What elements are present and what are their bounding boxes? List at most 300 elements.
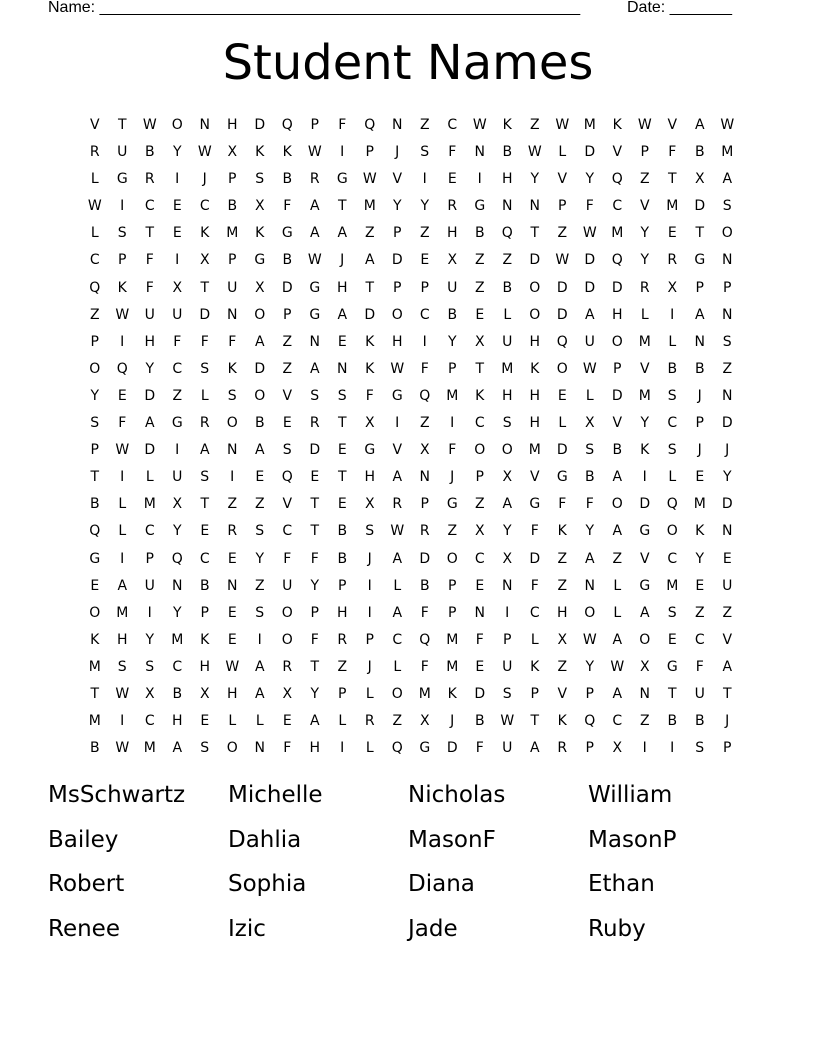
grid-letter: H bbox=[171, 713, 183, 730]
grid-letter: F bbox=[283, 740, 292, 757]
grid-letter: Z bbox=[474, 252, 485, 269]
grid-letter: D bbox=[199, 306, 211, 323]
grid-letter: P bbox=[723, 740, 732, 757]
grid-row bbox=[81, 275, 741, 302]
grid-letter: G bbox=[419, 740, 431, 757]
grid-letter: G bbox=[254, 252, 266, 269]
grid-letter: N bbox=[309, 333, 320, 350]
grid-letter: M bbox=[446, 631, 459, 648]
grid-letter: P bbox=[228, 171, 237, 188]
grid-letter: B bbox=[254, 415, 265, 432]
grid-letter: S bbox=[722, 198, 732, 215]
grid-letter: L bbox=[530, 631, 539, 648]
grid-letter: L bbox=[90, 171, 99, 188]
grid-letter: U bbox=[502, 740, 513, 757]
grid-letter: I bbox=[450, 415, 455, 432]
grid-letter: G bbox=[89, 550, 101, 567]
grid-letter: O bbox=[254, 387, 266, 404]
grid-letter: Z bbox=[282, 333, 293, 350]
grid-letter: U bbox=[502, 333, 513, 350]
grid-letter: Q bbox=[89, 523, 101, 540]
grid-row bbox=[81, 546, 741, 573]
grid-row bbox=[81, 437, 741, 464]
grid-letter: O bbox=[391, 306, 403, 323]
grid-letter: I bbox=[367, 604, 372, 621]
grid-letter: V bbox=[282, 387, 293, 404]
grid-letter: M bbox=[638, 333, 651, 350]
grid-letter: P bbox=[393, 279, 402, 296]
grid-letter: N bbox=[584, 577, 595, 594]
grid-letter: I bbox=[230, 469, 235, 486]
grid-letter: B bbox=[474, 713, 485, 730]
grid-letter: X bbox=[227, 144, 238, 161]
grid-letter: Y bbox=[585, 523, 595, 540]
grid-letter: B bbox=[199, 577, 210, 594]
grid-letter: W bbox=[197, 144, 212, 161]
grid-letter: Y bbox=[640, 415, 650, 432]
grid-letter: J bbox=[450, 713, 455, 730]
grid-letter: F bbox=[200, 333, 209, 350]
grid-letter: Y bbox=[420, 198, 430, 215]
grid-row bbox=[81, 654, 741, 681]
grid-letter: K bbox=[90, 631, 100, 648]
grid-letter: K bbox=[695, 523, 705, 540]
grid-letter: R bbox=[337, 631, 348, 648]
name-field-label: Name: ______________________________________________________ bbox=[48, 0, 581, 16]
grid-letter: P bbox=[228, 252, 237, 269]
grid-letter: Y bbox=[145, 631, 155, 648]
grid-letter: X bbox=[199, 252, 210, 269]
grid-letter: I bbox=[120, 713, 125, 730]
grid-letter: A bbox=[722, 658, 733, 675]
grid-letter: Z bbox=[722, 360, 733, 377]
grid-letter: B bbox=[474, 225, 485, 242]
grid-letter: D bbox=[584, 279, 596, 296]
grid-letter: A bbox=[392, 469, 403, 486]
grid-letter: X bbox=[364, 415, 375, 432]
grid-letter: M bbox=[501, 360, 514, 377]
grid-row bbox=[81, 600, 741, 627]
grid-letter: H bbox=[529, 415, 541, 432]
grid-letter: S bbox=[695, 740, 705, 757]
word-bank-item: Izic bbox=[228, 915, 266, 942]
grid-letter: J bbox=[340, 252, 345, 269]
grid-letter: J bbox=[697, 387, 702, 404]
grid-letter: Z bbox=[392, 713, 403, 730]
grid-letter: M bbox=[446, 387, 459, 404]
grid-letter: I bbox=[395, 415, 400, 432]
grid-row bbox=[81, 491, 741, 518]
grid-letter: I bbox=[120, 469, 125, 486]
grid-letter: E bbox=[695, 469, 705, 486]
grid-letter: H bbox=[556, 604, 568, 621]
grid-letter: C bbox=[199, 550, 210, 567]
grid-letter: I bbox=[422, 171, 427, 188]
grid-letter: C bbox=[172, 360, 183, 377]
grid-letter: E bbox=[172, 198, 182, 215]
grid-letter: A bbox=[694, 117, 705, 133]
grid-letter: O bbox=[584, 604, 596, 621]
grid-letter: Y bbox=[640, 225, 650, 242]
grid-letter: H bbox=[529, 387, 541, 404]
grid-letter: P bbox=[640, 144, 649, 161]
grid-letter: I bbox=[175, 252, 180, 269]
grid-letter: X bbox=[172, 279, 183, 296]
grid-letter: D bbox=[556, 442, 568, 459]
grid-letter: M bbox=[721, 144, 734, 161]
grid-letter: K bbox=[447, 685, 457, 702]
grid-letter: F bbox=[558, 496, 567, 513]
grid-letter: F bbox=[585, 198, 594, 215]
grid-letter: A bbox=[337, 306, 348, 323]
grid-letter: S bbox=[200, 740, 210, 757]
grid-letter: V bbox=[639, 550, 650, 567]
grid-letter: A bbox=[309, 713, 320, 730]
grid-letter: X bbox=[144, 685, 155, 702]
grid-letter: M bbox=[88, 713, 101, 730]
grid-letter: S bbox=[502, 685, 512, 702]
grid-letter: D bbox=[611, 387, 623, 404]
grid-letter: T bbox=[200, 496, 210, 513]
grid-letter: D bbox=[446, 740, 458, 757]
grid-letter: F bbox=[530, 523, 539, 540]
grid-letter: R bbox=[227, 523, 238, 540]
word-bank-item: Renee bbox=[48, 915, 120, 942]
grid-letter: T bbox=[145, 225, 155, 242]
grid-letter: C bbox=[419, 306, 430, 323]
grid-letter: J bbox=[697, 442, 702, 459]
grid-letter: X bbox=[254, 198, 265, 215]
grid-letter: E bbox=[667, 631, 677, 648]
grid-letter: V bbox=[612, 144, 623, 161]
grid-letter: X bbox=[199, 685, 210, 702]
grid-letter: P bbox=[393, 225, 402, 242]
grid-letter: D bbox=[144, 387, 156, 404]
grid-row bbox=[81, 247, 741, 274]
grid-letter: H bbox=[501, 387, 513, 404]
grid-letter: X bbox=[254, 279, 265, 296]
grid-letter: D bbox=[144, 442, 156, 459]
grid-letter: F bbox=[173, 333, 182, 350]
grid-letter: Y bbox=[585, 658, 595, 675]
grid-letter: E bbox=[420, 252, 430, 269]
grid-letter: A bbox=[309, 360, 320, 377]
grid-letter: D bbox=[584, 252, 596, 269]
grid-letter: U bbox=[282, 577, 293, 594]
grid-letter: J bbox=[725, 442, 730, 459]
grid-letter: T bbox=[337, 415, 347, 432]
grid-letter: D bbox=[254, 360, 266, 377]
grid-letter: R bbox=[282, 658, 293, 675]
grid-letter: N bbox=[227, 306, 238, 323]
grid-letter: N bbox=[199, 117, 210, 133]
grid-letter: Z bbox=[254, 496, 265, 513]
grid-letter: B bbox=[89, 496, 100, 513]
grid-letter: B bbox=[419, 577, 430, 594]
grid-letter: X bbox=[502, 550, 513, 567]
grid-letter: M bbox=[528, 442, 541, 459]
grid-letter: I bbox=[422, 333, 427, 350]
grid-letter: F bbox=[338, 117, 347, 133]
word-bank-row bbox=[48, 911, 768, 956]
grid-letter: F bbox=[310, 550, 319, 567]
grid-letter: I bbox=[257, 631, 262, 648]
grid-letter: P bbox=[475, 469, 484, 486]
grid-letter: A bbox=[612, 631, 623, 648]
grid-letter: F bbox=[448, 442, 457, 459]
grid-letter: P bbox=[420, 279, 429, 296]
grid-letter: W bbox=[582, 225, 597, 242]
grid-letter: L bbox=[393, 577, 402, 594]
grid-letter: F bbox=[420, 604, 429, 621]
grid-letter: U bbox=[172, 306, 183, 323]
grid-letter: C bbox=[447, 117, 458, 133]
grid-letter: Z bbox=[557, 225, 568, 242]
word-bank-row bbox=[48, 777, 768, 822]
grid-letter: W bbox=[87, 198, 102, 215]
grid-letter: S bbox=[117, 658, 127, 675]
grid-letter: G bbox=[446, 496, 458, 513]
grid-letter: M bbox=[116, 604, 129, 621]
grid-letter: A bbox=[392, 550, 403, 567]
grid-letter: K bbox=[530, 658, 540, 675]
grid-letter: W bbox=[390, 523, 405, 540]
grid-letter: G bbox=[364, 442, 376, 459]
grid-letter: A bbox=[254, 442, 265, 459]
grid-letter: B bbox=[694, 713, 705, 730]
grid-letter: L bbox=[118, 496, 127, 513]
grid-letter: W bbox=[555, 117, 570, 133]
grid-letter: T bbox=[117, 117, 127, 133]
grid-letter: C bbox=[172, 658, 183, 675]
grid-letter: T bbox=[90, 469, 100, 486]
grid-letter: U bbox=[117, 144, 128, 161]
grid-letter: I bbox=[642, 740, 647, 757]
grid-letter: K bbox=[530, 360, 540, 377]
grid-letter: P bbox=[723, 279, 732, 296]
grid-letter: M bbox=[446, 658, 459, 675]
grid-letter: S bbox=[200, 469, 210, 486]
grid-letter: B bbox=[694, 360, 705, 377]
grid-letter: P bbox=[695, 415, 704, 432]
grid-letter: Y bbox=[145, 360, 155, 377]
grid-letter: I bbox=[642, 469, 647, 486]
grid-letter: R bbox=[309, 415, 320, 432]
grid-letter: X bbox=[474, 333, 485, 350]
grid-letter: S bbox=[365, 523, 375, 540]
grid-letter: A bbox=[254, 658, 265, 675]
grid-letter: M bbox=[88, 658, 101, 675]
grid-letter: Z bbox=[557, 658, 568, 675]
grid-letter: F bbox=[283, 198, 292, 215]
grid-letter: P bbox=[530, 685, 539, 702]
grid-letter: Z bbox=[419, 117, 430, 133]
grid-letter: R bbox=[667, 252, 678, 269]
grid-letter: D bbox=[309, 442, 321, 459]
grid-letter: C bbox=[392, 631, 403, 648]
grid-letter: N bbox=[502, 577, 513, 594]
letter-grid bbox=[81, 112, 741, 762]
grid-letter: W bbox=[225, 658, 240, 675]
grid-letter: J bbox=[202, 171, 207, 188]
grid-letter: R bbox=[392, 496, 403, 513]
grid-letter: X bbox=[364, 496, 375, 513]
grid-letter: I bbox=[175, 442, 180, 459]
grid-letter: E bbox=[337, 333, 347, 350]
grid-letter: C bbox=[474, 415, 485, 432]
grid-letter: D bbox=[556, 279, 568, 296]
grid-letter: W bbox=[362, 171, 377, 188]
grid-letter: N bbox=[529, 198, 540, 215]
grid-letter: O bbox=[611, 333, 623, 350]
grid-letter: Y bbox=[310, 577, 320, 594]
grid-letter: P bbox=[365, 144, 374, 161]
grid-letter: P bbox=[448, 604, 457, 621]
grid-row bbox=[81, 112, 741, 139]
grid-letter: Q bbox=[89, 279, 101, 296]
grid-letter: D bbox=[529, 252, 541, 269]
grid-letter: Y bbox=[90, 387, 100, 404]
grid-letter: G bbox=[694, 252, 706, 269]
grid-letter: W bbox=[720, 117, 735, 133]
grid-letter: E bbox=[310, 469, 320, 486]
grid-letter: D bbox=[694, 198, 706, 215]
grid-letter: P bbox=[200, 604, 209, 621]
grid-letter: Q bbox=[391, 740, 403, 757]
word-bank-item: Diana bbox=[408, 871, 475, 897]
grid-letter: G bbox=[336, 171, 348, 188]
grid-letter: E bbox=[282, 415, 292, 432]
grid-letter: S bbox=[667, 442, 677, 459]
grid-letter: B bbox=[227, 198, 238, 215]
grid-letter: M bbox=[143, 496, 156, 513]
grid-letter: W bbox=[500, 713, 515, 730]
grid-letter: E bbox=[475, 306, 485, 323]
grid-letter: Q bbox=[419, 631, 431, 648]
grid-letter: R bbox=[639, 279, 650, 296]
grid-letter: E bbox=[172, 225, 182, 242]
grid-letter: Q bbox=[666, 496, 678, 513]
grid-row bbox=[81, 329, 741, 356]
grid-letter: S bbox=[722, 333, 732, 350]
grid-letter: T bbox=[310, 523, 320, 540]
grid-letter: P bbox=[310, 604, 319, 621]
grid-letter: Z bbox=[419, 415, 430, 432]
grid-letter: D bbox=[364, 306, 376, 323]
grid-letter: Z bbox=[227, 496, 238, 513]
grid-letter: H bbox=[199, 658, 211, 675]
grid-letter: W bbox=[527, 144, 542, 161]
word-bank-item: MsSchwartz bbox=[48, 782, 186, 808]
word-bank-item: MasonF bbox=[408, 826, 496, 853]
grid-letter: M bbox=[611, 225, 624, 242]
date-field-label: Date: _______ bbox=[627, 0, 732, 16]
grid-letter: K bbox=[282, 144, 292, 161]
grid-letter: V bbox=[557, 685, 568, 702]
grid-letter: O bbox=[529, 306, 541, 323]
grid-letter: W bbox=[637, 117, 652, 133]
grid-letter: U bbox=[447, 279, 458, 296]
grid-letter: B bbox=[502, 279, 513, 296]
word-bank-item: Dahlia bbox=[228, 826, 302, 853]
grid-letter: F bbox=[228, 333, 237, 350]
grid-letter: B bbox=[282, 171, 293, 188]
grid-letter: D bbox=[611, 279, 623, 296]
grid-letter: A bbox=[254, 685, 265, 702]
grid-letter: M bbox=[171, 631, 184, 648]
grid-letter: L bbox=[228, 713, 237, 730]
grid-letter: M bbox=[363, 198, 376, 215]
grid-letter: W bbox=[472, 117, 487, 133]
grid-letter: Z bbox=[639, 713, 650, 730]
grid-letter: I bbox=[477, 171, 482, 188]
grid-letter: J bbox=[395, 144, 400, 161]
grid-row bbox=[81, 139, 741, 166]
grid-letter: K bbox=[200, 225, 210, 242]
grid-letter: O bbox=[446, 550, 458, 567]
grid-letter: K bbox=[200, 631, 210, 648]
grid-letter: Q bbox=[501, 225, 513, 242]
grid-letter: N bbox=[227, 577, 238, 594]
grid-letter: B bbox=[89, 740, 100, 757]
grid-letter: G bbox=[556, 469, 568, 486]
grid-row bbox=[81, 518, 741, 545]
grid-letter: D bbox=[254, 117, 266, 133]
grid-letter: H bbox=[364, 469, 376, 486]
grid-letter: Q bbox=[556, 333, 568, 350]
grid-letter: O bbox=[639, 631, 651, 648]
grid-letter: L bbox=[365, 740, 374, 757]
grid-letter: P bbox=[448, 577, 457, 594]
grid-letter: C bbox=[144, 523, 155, 540]
grid-letter: P bbox=[613, 360, 622, 377]
grid-letter: O bbox=[501, 442, 513, 459]
grid-letter: F bbox=[310, 631, 319, 648]
grid-letter: X bbox=[419, 442, 430, 459]
grid-letter: N bbox=[254, 740, 265, 757]
grid-letter: L bbox=[668, 469, 677, 486]
grid-letter: K bbox=[365, 360, 375, 377]
grid-letter: M bbox=[583, 117, 596, 133]
grid-letter: N bbox=[694, 333, 705, 350]
grid-letter: X bbox=[474, 523, 485, 540]
grid-letter: T bbox=[475, 360, 485, 377]
grid-letter: A bbox=[584, 306, 595, 323]
grid-letter: B bbox=[667, 360, 678, 377]
grid-letter: P bbox=[558, 198, 567, 215]
word-bank-item: William bbox=[588, 782, 673, 808]
grid-letter: U bbox=[722, 577, 733, 594]
grid-letter: H bbox=[226, 685, 238, 702]
grid-letter: N bbox=[722, 252, 733, 269]
grid-letter: F bbox=[283, 550, 292, 567]
grid-letter: R bbox=[199, 415, 210, 432]
grid-letter: P bbox=[695, 279, 704, 296]
grid-letter: X bbox=[447, 252, 458, 269]
grid-letter: N bbox=[392, 117, 403, 133]
grid-letter: O bbox=[226, 415, 238, 432]
grid-letter: Z bbox=[419, 225, 430, 242]
grid-letter: B bbox=[667, 713, 678, 730]
grid-row bbox=[81, 708, 741, 735]
grid-letter: S bbox=[227, 387, 237, 404]
grid-letter: P bbox=[310, 117, 319, 133]
grid-letter: H bbox=[336, 604, 348, 621]
grid-letter: V bbox=[529, 469, 540, 486]
grid-letter: D bbox=[391, 252, 403, 269]
grid-letter: S bbox=[310, 387, 320, 404]
grid-letter: T bbox=[310, 658, 320, 675]
